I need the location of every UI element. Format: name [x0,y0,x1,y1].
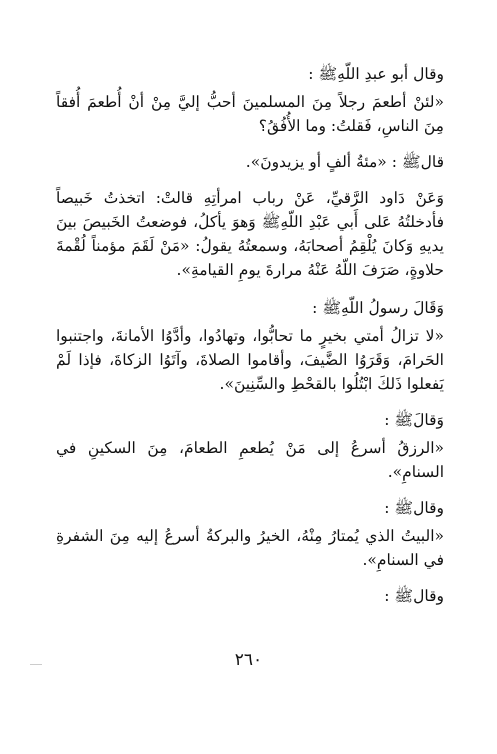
paragraph-quote-feeding-muslim: «لئنْ أطعمَ رجلاً مِنَ المسلمينَ أحبُّ إليَّ مِنْ أنْ أُطعمَ أُفقاً مِنَ الناسِ، فَقلتُ: وما الأُفُقُ؟ [56,93,444,135]
page-text-block [56,62,444,612]
paragraph-heading-said-2: وقالﷺ : [384,499,444,517]
margin-mark [30,664,42,665]
paragraph-heading-said-1: وَقالَﷺ : [384,411,444,429]
paragraph-narration-dawud-raqqi: وَعَنْ دَاود الرَّقيِّ، عَنْ رباب امرأتِهِ قالتْ: اتخذتُ خَبيصاً فأدخلتُهُ عَلى أَبي عَبْدِ اللّهِﷺ وَهوَ يأكلُ، فوضعتُ الخَبيصَ بينَ يديهِ وَكانَ يُلْقِمُ أصحابَهُ، وسمعتُهُ يقولُ: «مَنْ لَقَمَ مؤمناً لُقْمةَ حلاوةٍ، صَرَفَ اللّهُ عَنْهُ مرارةَ يومِ القيامةِ». [56,189,444,279]
paragraph-heading-messenger: وَقَالَ رسولُ اللّهِﷺ : [312,299,444,317]
paragraph-quote-sustenance: «الرزقُ أسرعُ إلى مَنْ يُطعمِ الطعامَ، مِنَ السكينِ في السنامِ». [56,439,444,481]
paragraph-quote-ummah-goodness: «لا تزالُ أمتي بخيرٍ ما تحابُّوا، وتهادُوا، وأدَّوُا الأمانةَ، واجتنبوا الحَرامَ، وَقَرَوُا الضَّيفَ، وأقاموا الصلاةَ، وآتَوُا الزكاةَ، فإذا لَمْ يَفعلوا ذَلكَ ابْتُلُوا بالقحْطِ والسِّنِينَ». [56,327,444,393]
paragraph-quote-house-blessing: «البيتُ الذي يُمتارُ مِنْهُ، الخيرُ والبركةُ أسرعُ إليه مِنَ الشفرةِ في السنامِ». [56,527,444,569]
paragraph-heading-said-3: وقالﷺ : [384,587,444,605]
page-number: ٢٦٠ [234,650,263,670]
paragraph-heading-abu-abdullah: وقال أبو عبدِ اللّهِﷺ : [308,65,444,83]
paragraph-quote-hundred-thousand: قالﷺ : «مئةُ ألفٍ أو يزيدونَ». [245,153,444,171]
